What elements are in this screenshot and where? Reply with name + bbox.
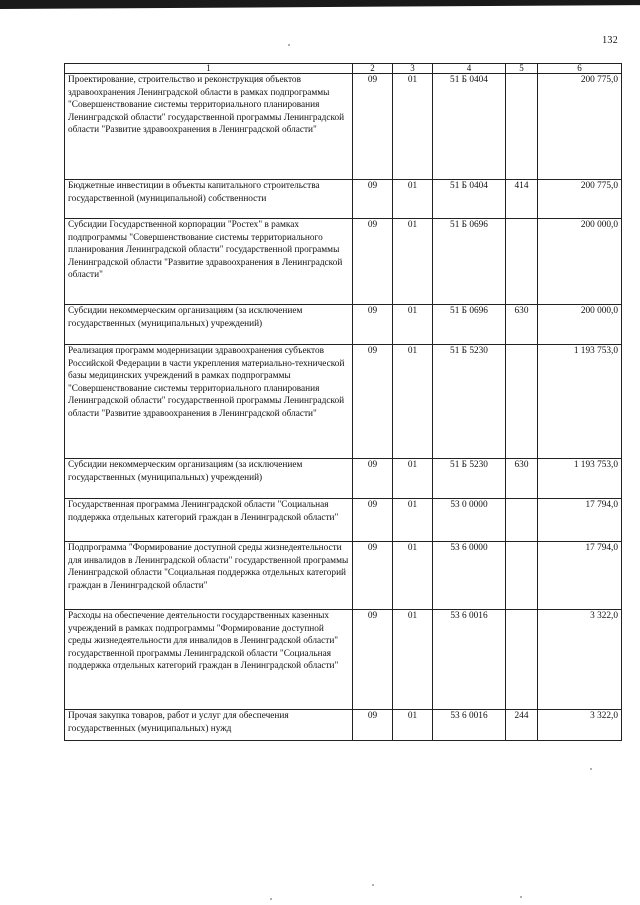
expense-type-code: 414 (506, 180, 538, 219)
section-code: 09 (353, 710, 393, 741)
scan-top-border (0, 0, 640, 9)
amount: 200 000,0 (538, 219, 622, 305)
table-row (65, 219, 622, 305)
subsection-code: 01 (393, 499, 433, 542)
target-article-code: 53 6 0016 (433, 610, 506, 710)
subsection-code: 01 (393, 459, 433, 499)
expense-name: Прочая закупка товаров, работ и услуг для обеспечения государственных (муниципальных) нужд (65, 710, 353, 741)
scan-speck (288, 44, 290, 46)
expense-type-code (506, 219, 538, 305)
table-row (65, 345, 622, 459)
expense-type-code (506, 345, 538, 459)
amount: 3 322,0 (538, 610, 622, 710)
expense-name: Субсидии некоммерческим организациям (за исключением государственных (муниципальных) учреждений) (65, 305, 353, 345)
table-row (65, 710, 622, 741)
subsection-code: 01 (393, 305, 433, 345)
table-row (65, 74, 622, 180)
section-code: 09 (353, 459, 393, 499)
section-code: 09 (353, 180, 393, 219)
column-header: 1 (65, 64, 353, 74)
target-article-code: 51 Б 0696 (433, 219, 506, 305)
expense-name: Субсидии некоммерческим организациям (за исключением государственных (муниципальных) учреждений) (65, 459, 353, 499)
table-row (65, 459, 622, 499)
table-row (65, 610, 622, 710)
expense-type-code: 630 (506, 459, 538, 499)
table-row (65, 180, 622, 219)
expense-type-code: 630 (506, 305, 538, 345)
amount: 200 000,0 (538, 305, 622, 345)
subsection-code: 01 (393, 610, 433, 710)
expense-name: Проектирование, строительство и реконструкция объектов здравоохранения Ленинградской области в рамках подпрограммы "Совершенствование системы территориального планирования Ленинградской области" государственной программы Ленинградской области "Развитие здравоохранения в Ленинградской области" (65, 74, 353, 180)
section-code: 09 (353, 305, 393, 345)
amount: 200 775,0 (538, 74, 622, 180)
page-number: 132 (602, 35, 618, 46)
column-header: 3 (393, 64, 433, 74)
expense-name: Субсидии Государственной корпорации "Ростех" в рамках подпрограммы "Совершенствование системы территориального планирования Ленинградской области" государственной программы Ленинградской области "Развитие здравоохранения в Ленинградской области" (65, 219, 353, 305)
expense-type-code (506, 499, 538, 542)
table-row (65, 542, 622, 610)
subsection-code: 01 (393, 345, 433, 459)
expense-name: Государственная программа Ленинградской области "Социальная поддержка отдельных категорий граждан в Ленинградской области" (65, 499, 353, 542)
amount: 200 775,0 (538, 180, 622, 219)
amount: 1 193 753,0 (538, 345, 622, 459)
target-article-code: 51 Б 0696 (433, 305, 506, 345)
subsection-code: 01 (393, 542, 433, 610)
target-article-code: 51 Б 0404 (433, 74, 506, 180)
target-article-code: 51 Б 5230 (433, 459, 506, 499)
budget-table (64, 63, 622, 741)
scan-speck (372, 884, 374, 886)
expense-name: Бюджетные инвестиции в объекты капитального строительства государственной (муниципальной) собственности (65, 180, 353, 219)
amount: 17 794,0 (538, 542, 622, 610)
scan-speck (270, 898, 272, 900)
section-code: 09 (353, 74, 393, 180)
column-header: 2 (353, 64, 393, 74)
section-code: 09 (353, 610, 393, 710)
section-code: 09 (353, 499, 393, 542)
table-row (65, 499, 622, 542)
table-row (65, 305, 622, 345)
subsection-code: 01 (393, 180, 433, 219)
subsection-code: 01 (393, 710, 433, 741)
amount: 3 322,0 (538, 710, 622, 741)
target-article-code: 53 6 0016 (433, 710, 506, 741)
target-article-code: 53 0 0000 (433, 499, 506, 542)
expense-type-code (506, 542, 538, 610)
expense-type-code (506, 74, 538, 180)
column-header: 6 (538, 64, 622, 74)
expense-name: Реализация программ модернизации здравоохранения субъектов Российской Федерации в части укрепления материально-технической базы медицинских учреждений в рамках подпрограммы "Совершенствование системы территориального планирования Ленинградской области" государственной программы Ленинградской области "Развитие здравоохранения в Ленинградской области" (65, 345, 353, 459)
section-code: 09 (353, 345, 393, 459)
expense-type-code: 244 (506, 710, 538, 741)
target-article-code: 51 Б 5230 (433, 345, 506, 459)
column-header: 4 (433, 64, 506, 74)
amount: 17 794,0 (538, 499, 622, 542)
scan-speck (520, 896, 522, 898)
amount: 1 193 753,0 (538, 459, 622, 499)
target-article-code: 51 Б 0404 (433, 180, 506, 219)
table-header-row (65, 64, 622, 74)
column-header: 5 (506, 64, 538, 74)
section-code: 09 (353, 219, 393, 305)
expense-name: Подпрограмма "Формирование доступной среды жизнедеятельности для инвалидов в Ленинградской области" государственной программы Ленинградской области "Социальная поддержка отдельных категорий граждан в Ленинградской области" (65, 542, 353, 610)
subsection-code: 01 (393, 74, 433, 180)
subsection-code: 01 (393, 219, 433, 305)
section-code: 09 (353, 542, 393, 610)
expense-type-code (506, 610, 538, 710)
expense-name: Расходы на обеспечение деятельности государственных казенных учреждений в рамках подпрограммы "Формирование доступной среды жизнедеятельности для инвалидов в Ленинградской области" государственной программы Ленинградской области "Социальная поддержка отдельных категорий граждан в Ленинградской области" (65, 610, 353, 710)
target-article-code: 53 6 0000 (433, 542, 506, 610)
scan-speck (590, 768, 592, 770)
